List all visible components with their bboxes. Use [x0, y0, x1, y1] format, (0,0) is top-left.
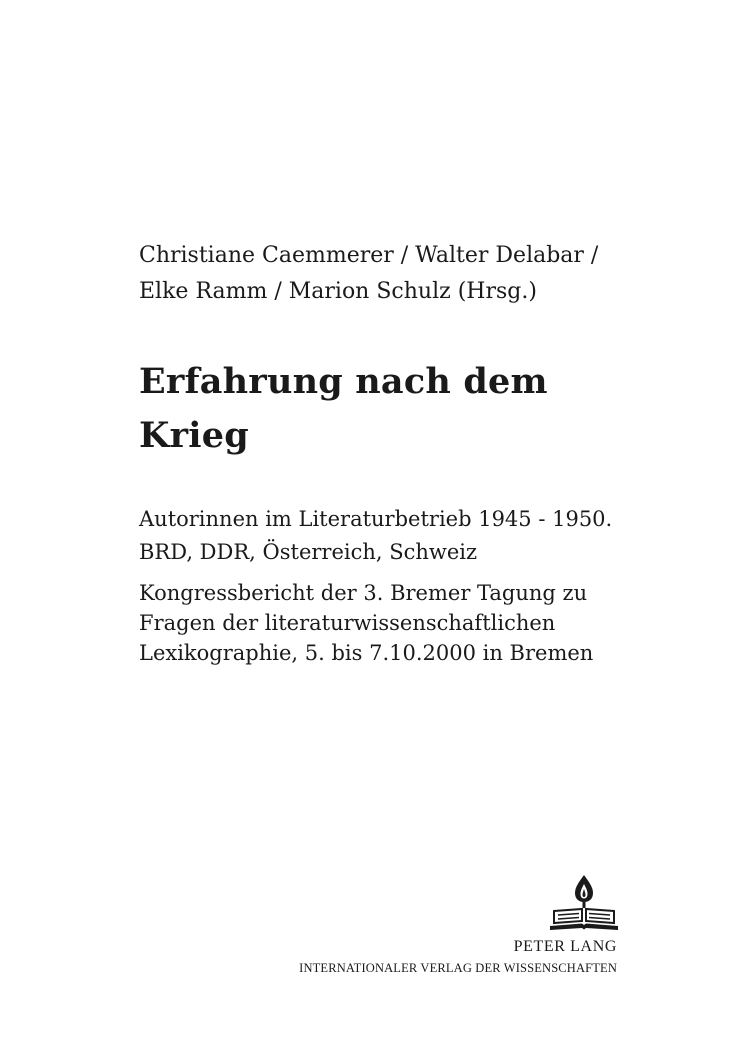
book-subtitle	[139, 503, 612, 569]
book-title-line-2: Krieg	[139, 415, 249, 456]
subtitle-line-2: BRD, DDR, Österreich, Schweiz	[139, 540, 478, 564]
congress-line-3: Lexikographie, 5. bis 7.10.2000 in Bremen	[139, 641, 594, 665]
peter-lang-logo-icon	[548, 873, 620, 935]
subtitle-line-1: Autorinnen im Literaturbetrieb 1945 - 1950.	[139, 507, 613, 531]
editors-line-2: Elke Ramm / Marion Schulz (Hrsg.)	[139, 279, 537, 304]
publisher-name: PETER LANG	[513, 938, 617, 955]
book-title	[139, 355, 548, 463]
congress-description	[139, 578, 593, 668]
congress-line-2: Fragen der literaturwissenschaftlichen	[139, 611, 556, 635]
editors	[139, 238, 598, 310]
editors-line-1: Christiane Caemmerer / Walter Delabar /	[139, 243, 599, 268]
book-title-line-1: Erfahrung nach dem	[139, 361, 548, 402]
publisher-tagline: INTERNATIONALER VERLAG DER WISSENSCHAFTEN	[299, 961, 617, 975]
congress-line-1: Kongressbericht der 3. Bremer Tagung zu	[139, 581, 588, 605]
